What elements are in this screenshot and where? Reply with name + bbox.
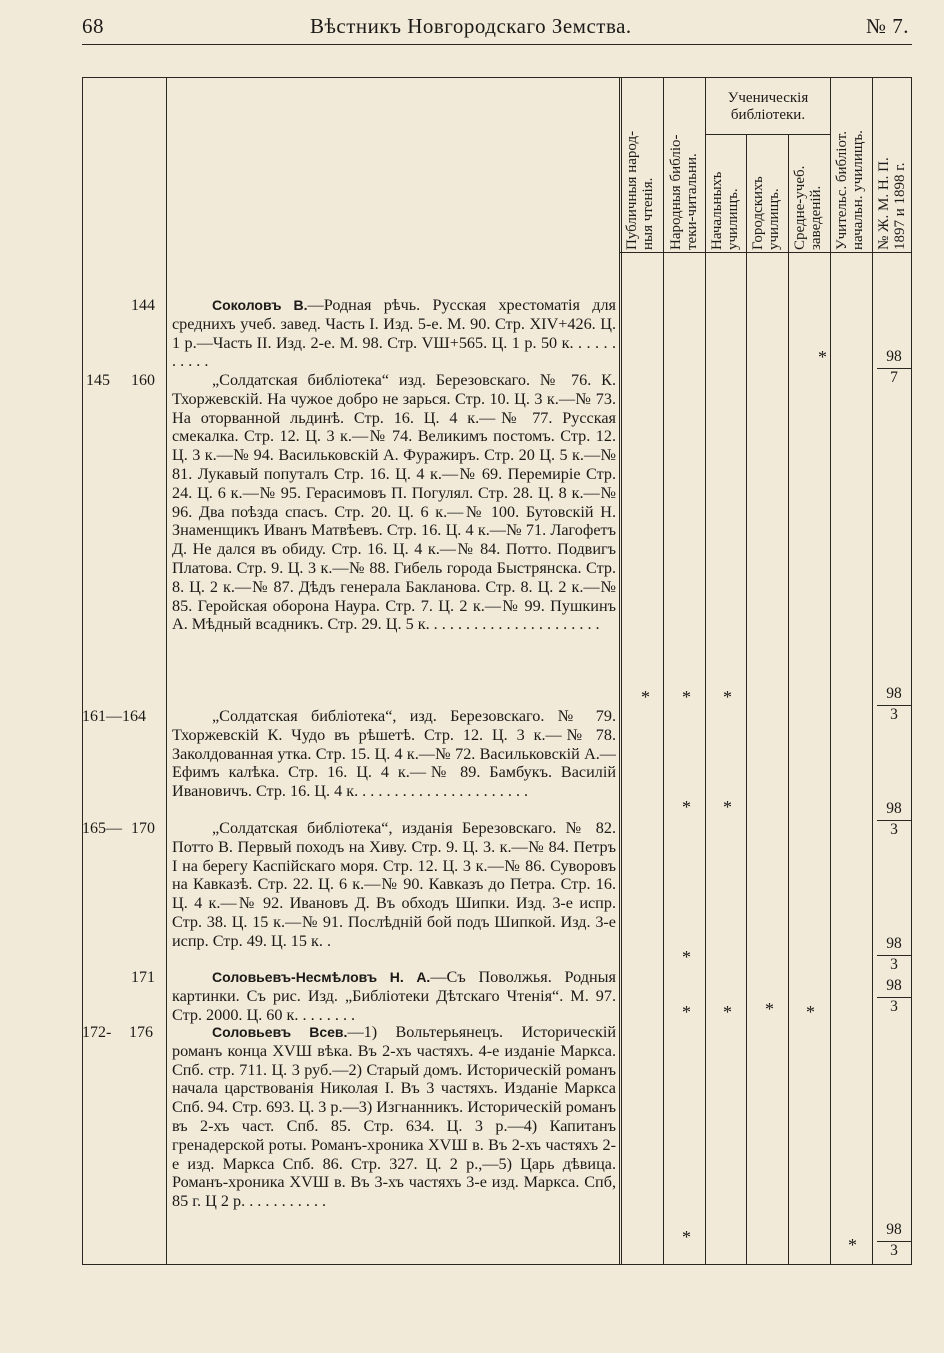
ref-year: 98: [886, 977, 902, 994]
entry-text: [172, 819, 616, 951]
col-city-schools: [750, 176, 782, 250]
ref-year: 98: [886, 800, 902, 817]
entry-text: [172, 371, 616, 634]
divider-col2: [705, 77, 706, 1265]
entry-number-from: 145: [86, 372, 110, 389]
ref-year: 98: [886, 685, 902, 702]
entry-body: —Родная рѣчь. Русская хрестоматія для среднихъ учеб. завед. Часть I. Изд. 5-е. М. 90. Стр. XIV+426. Ц. 1 р.—Часть II. Изд. 2-е. М. 98. Стр. VШ+565. Ц. 1 р. 50 к. . . . . . . . . . .: [172, 296, 616, 371]
journal-title: Вѣстникъ Новгородскаго Земства.: [310, 14, 632, 38]
mark-primary: *: [723, 1002, 732, 1022]
col-people-library-text: Народныя библіо- теки-читальни.: [668, 134, 700, 250]
col-student-libraries: [707, 90, 829, 124]
student-libraries-rule: [705, 134, 830, 135]
ref-year: 98: [886, 348, 902, 365]
journal-ref: [873, 348, 915, 387]
col-people-library: [668, 134, 700, 250]
ref-number: 3: [890, 706, 898, 723]
entry-number-from: 172-: [82, 1024, 112, 1041]
divider-text: [619, 77, 622, 1265]
ref-number: 7: [890, 369, 898, 386]
entry-number-from: 161—164: [82, 708, 146, 725]
col-public-reading-text: Публичныя народ- ныя чтенія.: [624, 130, 656, 250]
divider-col1: [663, 77, 664, 1265]
entry-author: Соловьевъ-Несмѣловъ Н. А.: [212, 969, 431, 985]
entry-body: —Съ Поволжья. Родныя картинки. Съ рис. Изд. „Библіотеки Дѣтскаго Чтенія“. М. 97. Стр. 2000. Ц. 60 к. . . . . . . .: [172, 968, 616, 1024]
col-teacher-libraries-text: Учительс. библіот. начальн. училищъ.: [834, 130, 866, 250]
mark-people-library: *: [682, 1002, 691, 1022]
entry-text: [172, 1023, 616, 1211]
header-rule: [82, 44, 912, 45]
journal-ref: [873, 977, 915, 1016]
divider-numbers: [166, 77, 167, 1265]
col-teacher-libraries: [834, 130, 866, 250]
ref-year: 98: [886, 935, 902, 952]
col-public-reading: [624, 131, 656, 250]
journal-ref: [873, 685, 915, 724]
mark-secondary: *: [818, 347, 827, 367]
col-journal-ref: [876, 157, 908, 250]
entry-number-to: 171: [131, 969, 155, 986]
entry-body: „Солдатская библіотека“ изд. Березовскаго. № 76. К. Тхоржевскій. На чужое добро не зарься. Стр. 10. Ц. 3 к.—№ 73. На оторванной льдинѣ. Стр. 16. Ц. 4 к.—№ 77. Русская смекалка. Стр. 12. Ц. 3 к.—№ 74. Великимъ постомъ. Стр. 12. Ц. 3 к.—№ 94. Васильковскій А. Фуражиръ. Стр. 20 Ц. 5 к.—№ 81. Лукавый попуталъ Стр. 16. Ц. 4 к.—№ 69. Перемиріе Стр. 24. Ц. 6 к.—№ 95. Герасимовъ П. Погулял. Стр. 28. Ц. 8 к.—№ 96. Два поѣзда спасъ. Стр. 20. Ц. 6 к.—№ 100. Бутовскій Н. Знаменщикъ Иванъ Матвѣевъ. Стр. 16. Ц. 4 к.—№ 71. Лагофетъ Д. Не дался въ обиду. Стр. 16. Ц. 4 к.—№ 84. Потто. Подвигъ Платова. Стр. 9. Ц. 3 к.—№ 88. Гибель города Быстрянска. Стр. 8. Ц. 2 к.—№ 87. Дѣдъ генерала Бакланова. Стр. 8. Ц. 2 к.—№ 85. Геройская оборона Наура. Стр. 7. Ц. 2 к.—№ 99. Пушкинъ А. Мѣдный всадникъ. Стр. 29. Ц. 5 к. . . . . . . . . . . . . . . . . . . . . .: [172, 371, 616, 634]
mark-people-library: *: [682, 1227, 691, 1247]
journal-ref: [873, 800, 915, 839]
mark-secondary: *: [806, 1002, 815, 1022]
ref-number: 3: [890, 1242, 898, 1259]
entry-body: —1) Вольтерьянецъ. Историческій романъ конца XVШ вѣка. Въ 2-хъ частяхъ. 4-е изданіе Маркса. Спб. стр. 711. Ц. 3 руб.—2) Старый домъ. Историческій романъ начала царствованія Николая I. Въ 3 частяхъ. Изданіе Маркса Спб. 94. Стр. 693. Ц. 3 р.—3) Изгнанникъ. Историческій романъ въ 2-хъ част. Спб. 85. Стр. 634. Ц. 3 р.—4) Капитанъ гренадерской роты. Романъ-хроника XVШ в. Въ 2-хъ частяхъ 2-е изд. Маркса Спб. 86. Стр. 327. Ц. 2 р.,—5) Царь дѣвица. Романъ-хроника XVШ в. Въ 3-хъ частяхъ 3-е изд. Маркса. Спб, 85 г. Ц 2 р. . . . . . . . . . .: [172, 1023, 617, 1211]
entry-number-from: 165—: [82, 820, 122, 837]
entry-body: „Солдатская библіотека“, изданія Березовскаго. № 82. Потто В. Первый походъ на Хиву. Стр. 9. Ц. 3. к.—№ 84. Петръ I на берегу Каспійскаго моря. Стр. 12. Ц. 3 к.—№ 86. Суворовъ на Кавказѣ. Стр. 22. Ц. 6 к.—№ 90. Кавказъ до Петра. Стр. 16. Ц. 4 к.—№ 92. Ивановъ Д. Въ обходъ Шипки. Изд. 3-е испр. Стр. 38. Ц. 15 к.—№ 91. Послѣдній бой подъ Шипкой. Изд. 3-е испр. Стр. 49. Ц. 15 к. .: [172, 819, 616, 950]
ref-number: 3: [890, 956, 898, 973]
mark-primary: *: [723, 797, 732, 817]
col-secondary-schools: [792, 166, 824, 250]
ref-year: 98: [886, 1221, 902, 1238]
header-bottom-rule: [619, 252, 912, 253]
col-primary-schools: [709, 172, 741, 250]
ref-number: 3: [890, 821, 898, 838]
entry-number-to: 160: [131, 372, 155, 389]
page-number: 68: [82, 14, 104, 38]
entry-body: „Солдатская библіотека“, изд. Березовскаго. № 79. Тхоржевскій К. Чудо въ рѣшетѣ. Стр. 12. Ц. 3 к.—№ 78. Заколдованная утка. Стр. 15. Ц. 4 к.—№ 72. Васильковскій А.—Ефимъ калѣка. Стр. 16. Ц. 4 к.—№ 89. Бамбукъ. Василій Ивановичъ. Стр. 16. Ц. 4 к. . . . . . . . . . . . . . . . . . . . . .: [172, 707, 616, 801]
entry-number-to: 144: [131, 297, 155, 314]
entry-author: Соколовъ В.: [212, 297, 308, 313]
divider-col3: [746, 134, 747, 1265]
mark-people-library: *: [682, 797, 691, 817]
divider-col5: [830, 77, 831, 1265]
divider-col6: [872, 77, 873, 1265]
entry-text: [172, 296, 616, 371]
entry-text: [172, 968, 616, 1024]
entry-number-to: 176: [129, 1024, 153, 1041]
col-student-libraries-text: Ученическія библiотеки.: [727, 90, 809, 123]
ref-number: 3: [890, 998, 898, 1015]
entry-author: Соловьевъ Всев.: [212, 1024, 348, 1040]
divider-col4: [788, 134, 789, 1265]
col-secondary-schools-text: Средне-учеб. заведеній.: [792, 165, 824, 250]
issue-number: № 7.: [866, 14, 910, 38]
journal-ref: [873, 1221, 915, 1260]
col-primary-schools-text: Начальныхъ училищъ.: [709, 171, 741, 250]
journal-ref: [873, 935, 915, 974]
entry-number-to: 170: [131, 820, 155, 837]
col-journal-ref-text: № Ж. М. Н. П. 1897 и 1898 г.: [876, 157, 908, 250]
col-city-schools-text: Городскихъ училищъ.: [750, 176, 782, 250]
mark-people-library: *: [682, 947, 691, 967]
entry-text: [172, 707, 616, 801]
mark-primary: *: [723, 687, 732, 707]
mark-teacher: *: [848, 1235, 857, 1255]
mark-city: *: [765, 999, 774, 1019]
mark-people-library: *: [682, 687, 691, 707]
mark-public-reading: *: [641, 687, 650, 707]
